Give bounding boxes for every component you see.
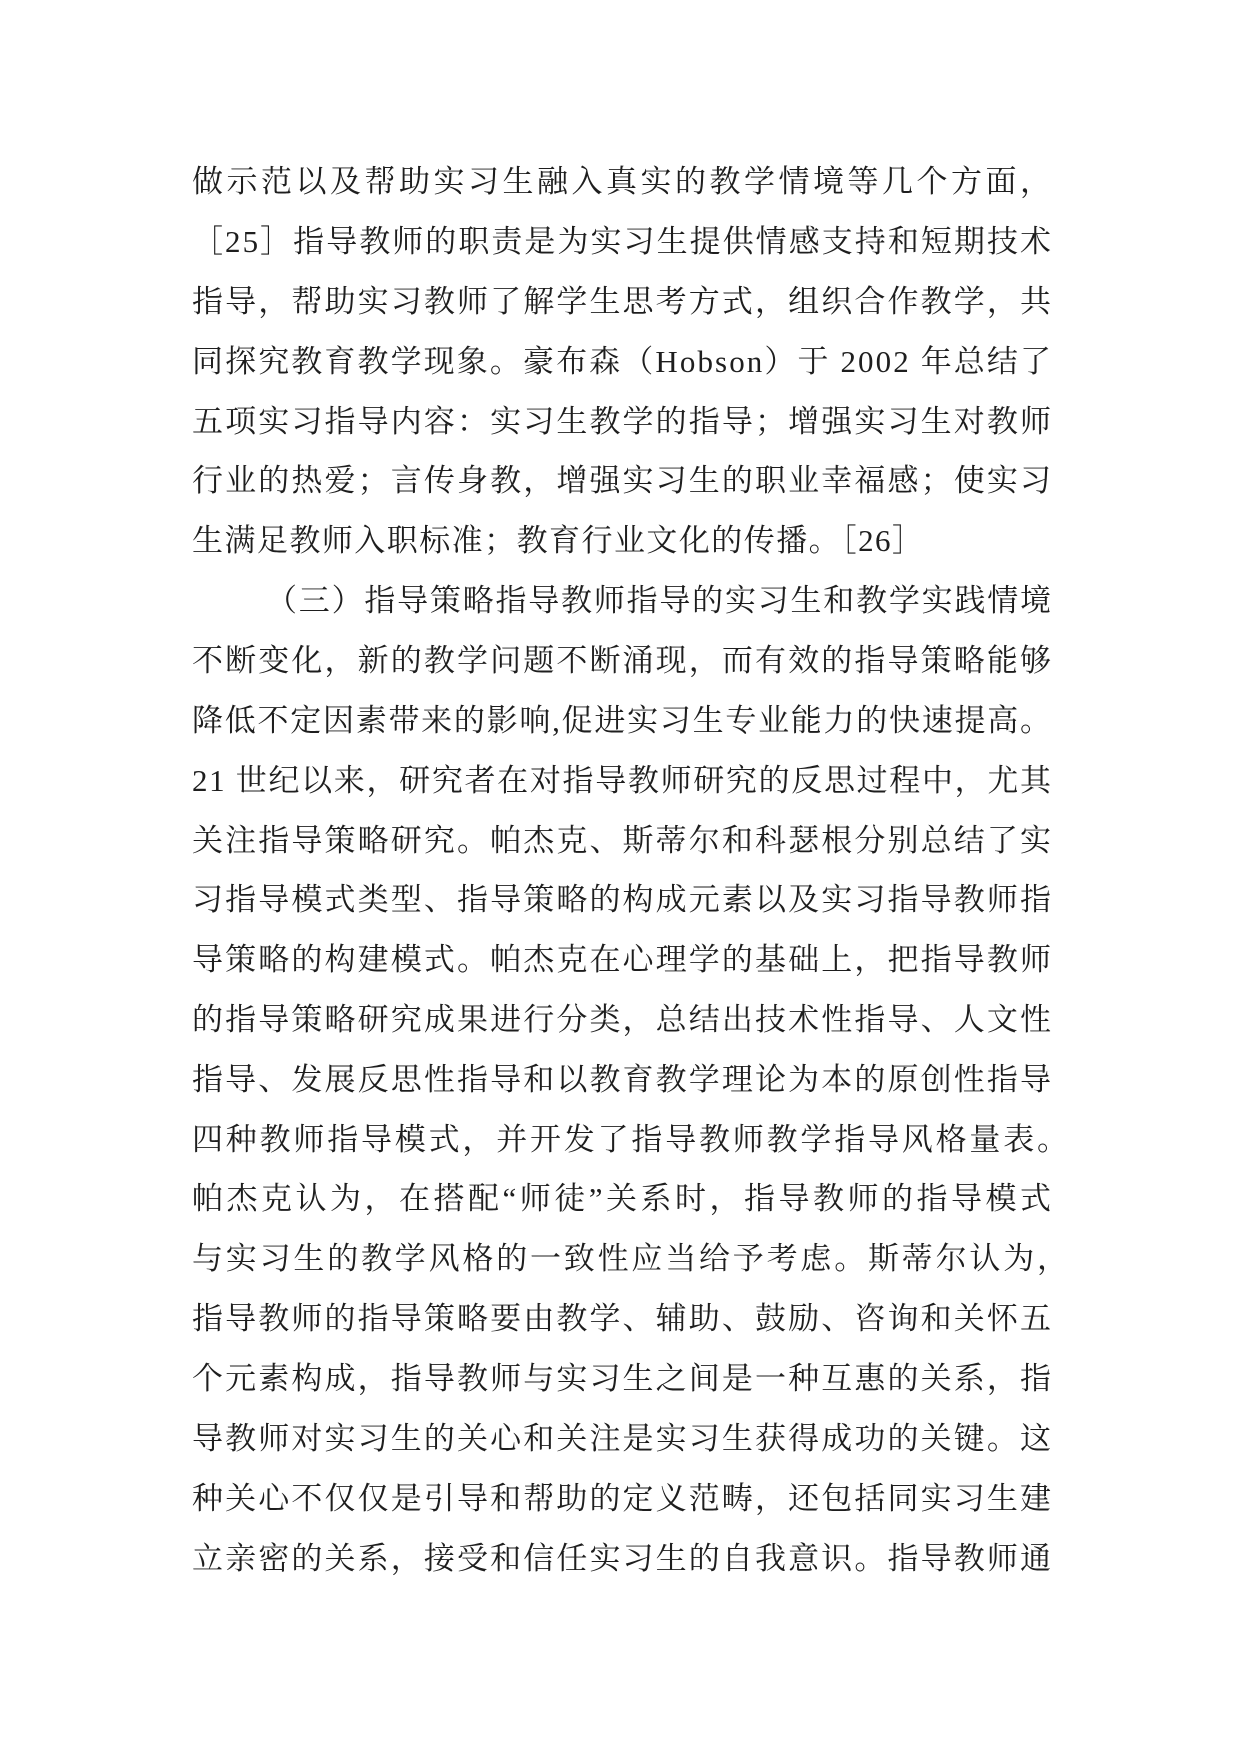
text-line-content: 不断变化，新的教学问题不断涌现，而有效的指导策略能够 xyxy=(192,643,1054,678)
text-line-content: 的指导策略研究成果进行分类，总结出技术性指导、人文性 xyxy=(192,1002,1054,1037)
text-line-content: 指导、发展反思性指导和以教育教学理论为本的原创性指导 xyxy=(192,1062,1054,1097)
text-line-content: 指导教师的指导策略要由教学、辅助、鼓励、咨询和关怀五 xyxy=(192,1301,1054,1336)
text-line-content: 做示范以及帮助实习生融入真实的教学情境等几个方面， xyxy=(192,164,1055,199)
text-line-content: 降低不定因素带来的影响,促进实习生专业能力的快速提高。 xyxy=(192,703,1053,738)
text-line-content: ［25］指导教师的职责是为实习生提供情感支持和短期技术 xyxy=(192,224,1054,259)
text-line-content: 导教师对实习生的关心和关注是实习生获得成功的关键。这 xyxy=(192,1421,1054,1456)
text-line-content: （三）指导策略指导教师指导的实习生和教学实践情境 xyxy=(266,583,1053,618)
text-line-content: 指导，帮助实习教师了解学生思考方式，组织合作教学，共 xyxy=(192,284,1054,319)
text-line xyxy=(266,579,1053,623)
text-line xyxy=(192,1537,1053,1581)
text-line xyxy=(192,1417,1053,1461)
text-line-content: 关注指导策略研究。帕杰克、斯蒂尔和科瑟根分别总结了实 xyxy=(192,823,1054,858)
text-line xyxy=(192,938,1053,982)
text-line-content: 与实习生的教学风格的一致性应当给予考虑。斯蒂尔认为， xyxy=(192,1241,1071,1276)
text-line xyxy=(192,1237,1071,1281)
text-line xyxy=(192,819,1053,863)
text-line xyxy=(192,878,1053,922)
text-line-content: 种关心不仅仅是引导和帮助的定义范畴，还包括同实习生建 xyxy=(192,1481,1054,1516)
text-line-content: 行业的热爱；言传身教，增强实习生的职业幸福感；使实习 xyxy=(192,463,1054,498)
text-line xyxy=(192,998,1053,1042)
text-line xyxy=(192,639,1053,683)
text-line xyxy=(192,699,1053,743)
text-line-content: 个元素构成，指导教师与实习生之间是一种互惠的关系，指 xyxy=(192,1361,1054,1396)
text-line-content: 立亲密的关系，接受和信任实习生的自我意识。指导教师通 xyxy=(192,1541,1054,1576)
text-line xyxy=(192,1477,1053,1521)
text-line-content: 帕杰克认为，在搭配“师徒”关系时，指导教师的指导模式 xyxy=(192,1181,1055,1216)
text-line-content: 导策略的构建模式。帕杰克在心理学的基础上，把指导教师 xyxy=(192,942,1054,977)
text-line xyxy=(192,1118,1071,1162)
text-line xyxy=(192,759,1053,803)
text-line-content: 生满足教师入职标准；教育行业文化的传播。［26］ xyxy=(192,523,925,558)
text-line-content: 同探究教育教学现象。豪布森（Hobson）于 2002 年总结了 xyxy=(192,344,1054,379)
text-line-content: 四种教师指导模式，并开发了指导教师教学指导风格量表。 xyxy=(192,1122,1071,1157)
text-line-content: 21 世纪以来，研究者在对指导教师研究的反思过程中，尤其 xyxy=(192,763,1053,798)
text-line-content: 习指导模式类型、指导策略的构成元素以及实习指导教师指 xyxy=(192,882,1054,917)
text-line-content: 五项实习指导内容：实习生教学的指导；增强实习生对教师 xyxy=(192,404,1054,439)
text-line xyxy=(192,1058,1053,1102)
text-line xyxy=(192,1357,1053,1401)
text-line xyxy=(192,1177,1055,1221)
text-line xyxy=(192,1297,1053,1341)
